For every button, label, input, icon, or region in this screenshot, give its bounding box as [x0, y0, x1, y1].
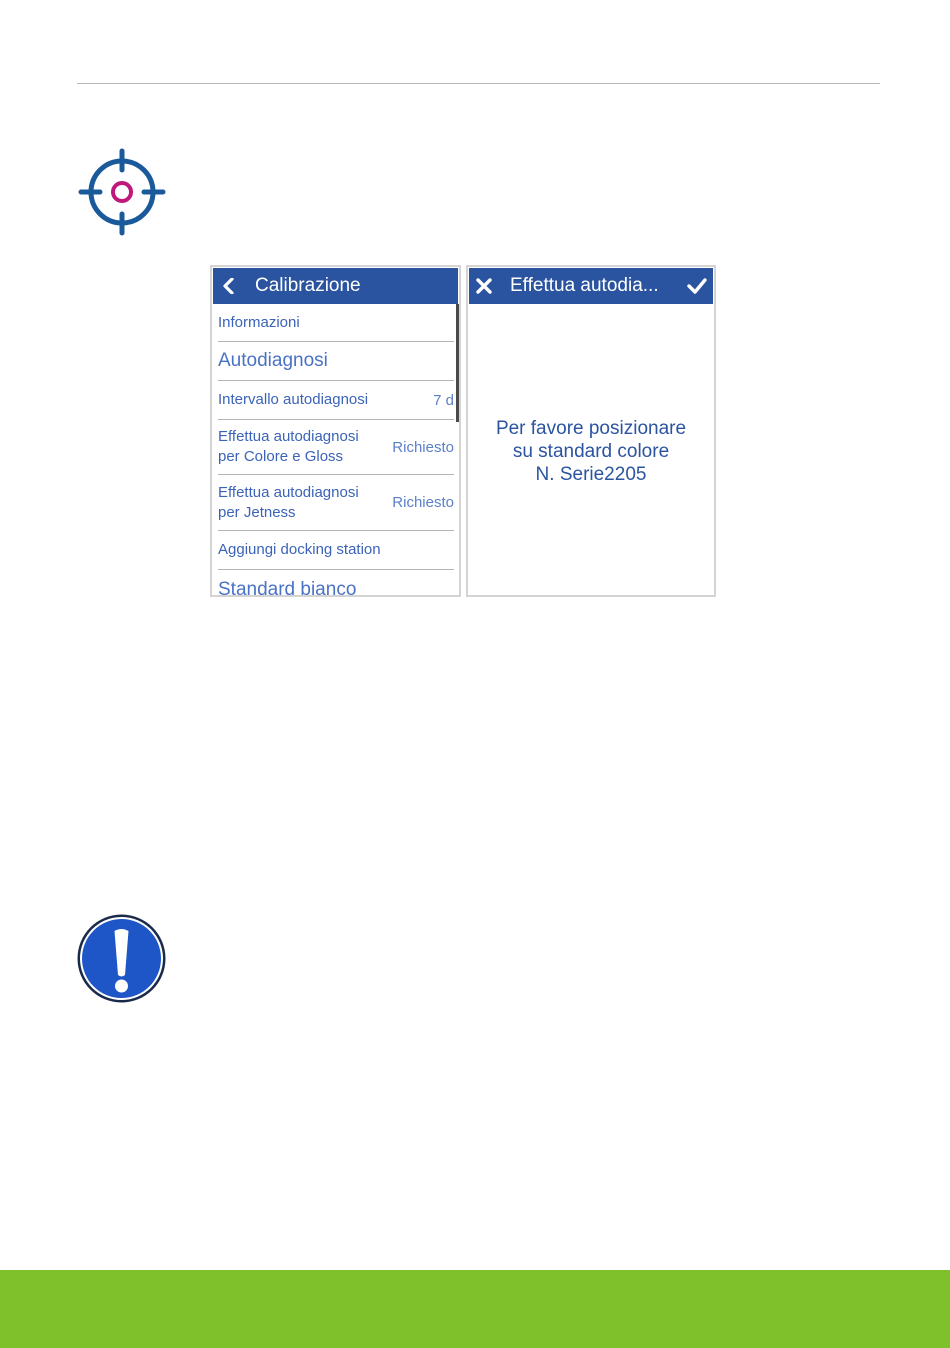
label-line: per Colore e Gloss: [218, 448, 344, 465]
menu-item-standard-bianco-header: [218, 570, 454, 597]
selftest-screen: [466, 265, 716, 597]
label-line: per Jetness: [218, 503, 296, 521]
menu-item-intervallo[interactable]: [218, 381, 454, 420]
message-line: su standard colore: [512, 441, 670, 462]
footer-band: [0, 1270, 950, 1348]
menu-item-label: Informazioni: [218, 313, 300, 331]
menu-item-value: 7 d: [433, 391, 454, 409]
menu-item-label: Intervallo autodiagnosi: [218, 391, 369, 408]
section-heading: Standard bianco: [218, 579, 357, 597]
menu-item-autodiagnosi-header: [218, 342, 454, 381]
label-line: Effettua autodiagnosi: [218, 483, 359, 501]
menu-item-label: [218, 427, 359, 467]
menu-item-autodiagnosi-colore-gloss[interactable]: [218, 420, 454, 475]
selftest-titlebar: [469, 268, 713, 304]
selftest-title: Effettua autodia...: [510, 275, 659, 296]
close-x-icon[interactable]: [476, 278, 492, 294]
menu-item-label: Aggiungi docking station: [218, 541, 381, 558]
calibration-menu: [218, 304, 454, 597]
checkmark-icon[interactable]: [687, 278, 707, 294]
label-line: Effettua autodiagnosi: [218, 428, 359, 445]
menu-item-docking-station[interactable]: [218, 531, 454, 570]
target-crosshair-icon: [78, 148, 166, 236]
message-line: Per favore posizionare: [495, 418, 687, 439]
instruction-message: [468, 417, 714, 486]
menu-item-label: [218, 483, 359, 523]
exclamation-warning-icon: [76, 913, 167, 1004]
menu-item-value: Richiesto: [392, 494, 454, 511]
calibration-title: Calibrazione: [255, 275, 361, 296]
message-line: N. Serie2205: [535, 464, 647, 485]
chevron-left-icon[interactable]: [221, 278, 237, 294]
calibration-screen: [210, 265, 461, 597]
top-divider: [77, 83, 880, 84]
calibration-titlebar: [213, 268, 458, 304]
menu-item-value: Richiesto: [392, 438, 454, 456]
menu-item-autodiagnosi-jetness[interactable]: [218, 475, 454, 531]
menu-item-informazioni[interactable]: [218, 304, 454, 342]
section-heading: Autodiagnosi: [218, 350, 328, 371]
menu-scrollbar[interactable]: [456, 304, 459, 422]
